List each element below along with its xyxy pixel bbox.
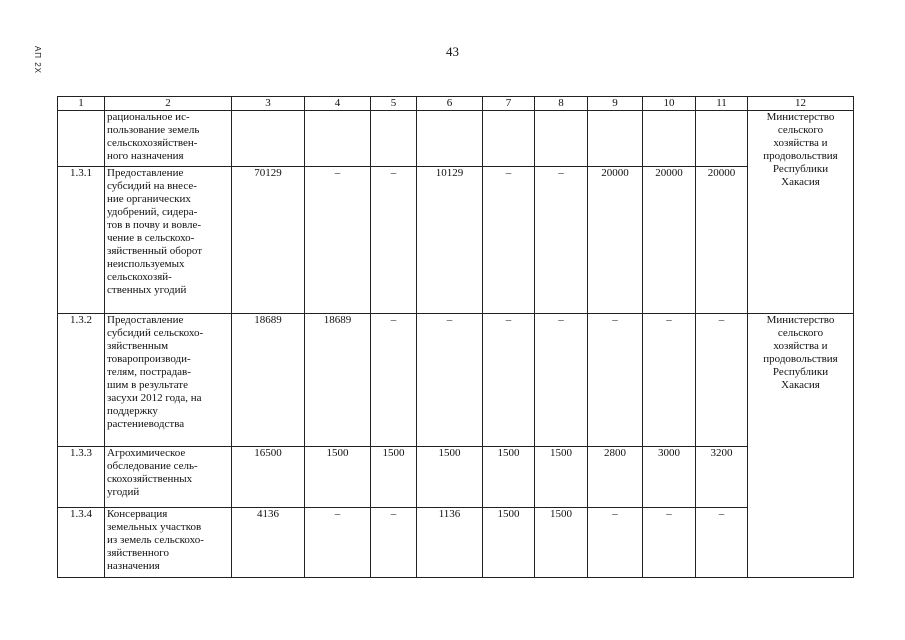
value-cell: – [696,508,748,578]
value-cell: 1500 [535,508,588,578]
column-number: 5 [371,97,417,111]
responsible-organization: Министерство сельского хозяйства и продовольствия Республики Хакасия [748,314,854,578]
value-cell: 20000 [643,167,696,314]
row-id: 1.3.1 [58,167,105,314]
table-row [58,508,854,578]
row-id: 1.3.2 [58,314,105,447]
value-cell: 20000 [696,167,748,314]
value-cell: 16500 [232,447,305,508]
table-row [58,314,854,447]
value-cell: – [696,314,748,447]
column-number: 1 [58,97,105,111]
column-number: 6 [417,97,483,111]
value-cell [483,111,535,167]
page-number: 43 [446,44,459,59]
value-cell [643,111,696,167]
value-cell [535,111,588,167]
table-row-continuation [58,111,854,167]
column-number: 12 [748,97,854,111]
value-cell: 1500 [417,447,483,508]
value-cell: – [588,314,643,447]
value-cell: 1136 [417,508,483,578]
column-number: 10 [643,97,696,111]
table-row [58,167,854,314]
value-cell: 20000 [588,167,643,314]
value-cell: 3200 [696,447,748,508]
value-cell: – [371,314,417,447]
value-cell: 10129 [417,167,483,314]
table-row [58,447,854,508]
value-cell: – [643,508,696,578]
value-cell [232,111,305,167]
column-number: 4 [305,97,371,111]
row-description: Предоставление субсидий на внесе- ние органических удобрений, сидера- тов в почву и вовле- чение в сельскохо- зяйственный оборот неиспользуемых сельскохозяй- ственных угодий [105,167,232,314]
value-cell: 18689 [232,314,305,447]
value-cell: 1500 [305,447,371,508]
column-number: 7 [483,97,535,111]
value-cell: 1500 [535,447,588,508]
value-cell: 4136 [232,508,305,578]
responsible-organization: Министерство сельского хозяйства и продовольствия Республики Хакасия [748,111,854,314]
value-cell: – [535,314,588,447]
value-cell [588,111,643,167]
value-cell: 1500 [483,447,535,508]
row-id: 1.3.3 [58,447,105,508]
column-number: 2 [105,97,232,111]
value-cell [417,111,483,167]
value-cell [371,111,417,167]
column-number-row [58,97,854,111]
value-cell: – [305,508,371,578]
row-description: Предоставление субсидий сельскохо- зяйственным товаропроизводи- телям, пострадав- шим в результате засухи 2012 года, на поддержку растениеводства [105,314,232,447]
value-cell: – [371,508,417,578]
value-cell: 1500 [371,447,417,508]
program-table [57,96,854,578]
column-number: 11 [696,97,748,111]
value-cell: – [417,314,483,447]
column-number: 8 [535,97,588,111]
column-number: 9 [588,97,643,111]
value-cell: 2800 [588,447,643,508]
row-id: 1.3.4 [58,508,105,578]
value-cell: 3000 [643,447,696,508]
side-margin-mark: АП 2Х [33,46,42,75]
value-cell: 70129 [232,167,305,314]
value-cell: 18689 [305,314,371,447]
value-cell [305,111,371,167]
row-description: Агрохимическое обследование сель- скохозяйственных угодий [105,447,232,508]
value-cell: – [305,167,371,314]
value-cell: – [483,314,535,447]
value-cell: – [535,167,588,314]
value-cell [696,111,748,167]
column-number: 3 [232,97,305,111]
value-cell: – [643,314,696,447]
row-description: Консервация земельных участков из земель сельскохо- зяйственного назначения [105,508,232,578]
value-cell: – [371,167,417,314]
value-cell: – [588,508,643,578]
row-description: рациональное ис- пользование земель сельскохозяйствен- ного назначения [105,111,232,167]
value-cell: 1500 [483,508,535,578]
value-cell: – [483,167,535,314]
row-id-cell [58,111,105,167]
